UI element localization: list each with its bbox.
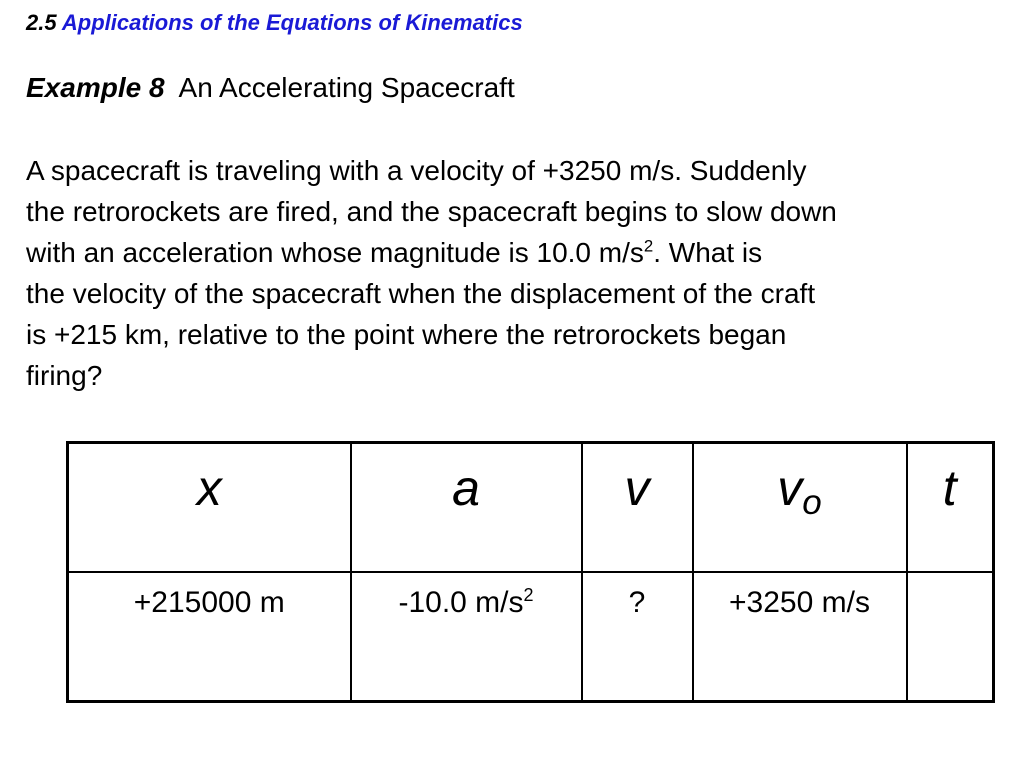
section-number: 2.5 [26,10,57,35]
value-acceleration [351,572,582,702]
problem-line-3-text: with an acceleration whose magnitude is 10.0 m/s [26,237,644,268]
header-vo-label: v [777,460,803,516]
header-a-label: a [452,460,480,516]
problem-line-5: is +215 km, relative to the point where the retrorockets began [26,319,787,350]
value-displacement: +215000 m [68,572,351,702]
table-row [68,572,994,702]
header-t-label: t [942,460,957,516]
value-initial-velocity: +3250 m/s [693,572,907,702]
problem-line-4: the velocity of the spacecraft when the displacement of the craft [26,278,816,309]
example-title [26,70,515,106]
header-displacement [68,443,351,573]
header-time [907,443,994,573]
section-title: Applications of the Equations of Kinematics [61,10,523,35]
exponent: 2 [643,236,654,256]
header-final-velocity [582,443,693,573]
value-time [907,572,994,702]
value-a-exponent: 2 [523,585,534,605]
problem-line-2: the retrorockets are fired, and the spacecraft begins to slow down [26,196,837,227]
problem-line-6: firing? [26,360,103,391]
value-a-text: -10.0 m/s [398,586,524,619]
kinematics-variables-table [66,441,995,703]
problem-line-3 [26,232,1018,273]
table-header-row [68,443,994,573]
value-final-velocity: ? [582,572,693,702]
problem-line-1: A spacecraft is traveling with a velocity of +3250 m/s. Suddenly [26,155,807,186]
problem-statement [26,150,1018,396]
example-label: Example 8 [26,72,165,103]
header-acceleration [351,443,582,573]
problem-line-3-tail: . What is [653,237,763,268]
example-name: An Accelerating Spacecraft [178,72,515,103]
section-heading [26,8,523,38]
header-v-label: v [624,460,650,516]
header-x-label: x [196,460,222,516]
header-initial-velocity [693,443,907,573]
header-vo-subscript: o [802,482,822,522]
